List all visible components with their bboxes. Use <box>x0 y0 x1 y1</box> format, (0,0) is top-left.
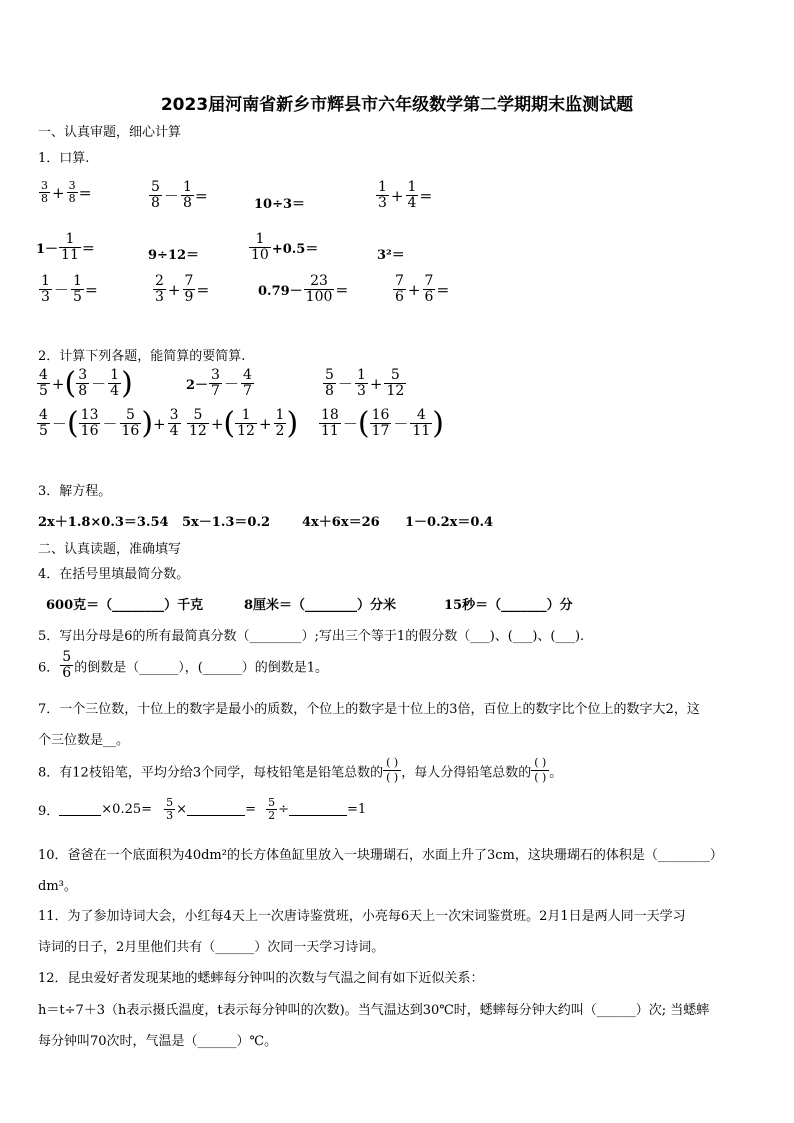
question-5: 5．写出分母是6的所有最简真分数（________）;写出三个等于1的假分数（___)、(___)、(___). <box>38 629 585 644</box>
section-heading-1: 一、认真审题，细心计算 <box>38 125 182 140</box>
fill-item-2: 8厘米＝（________）分米 <box>244 598 397 613</box>
equation-1: 2x＋1.8×0.3＝3.54 <box>38 515 169 530</box>
question-3-label: 3．解方程。 <box>38 484 112 499</box>
question-8: 8．有12枝铅笔，平均分给3个同学，每枝铅笔是铅笔总数的 ( ) ( ) ，每人分得铅笔总数的 ( ) ( ) 。 <box>38 756 563 785</box>
calc-expr-6: $\frac{18}{11}$ －( $\frac{16}{17}$ － $\frac{4}{11}$ ) <box>321 405 444 441</box>
page-title: 2023届河南省新乡市辉县市六年级数学第二学期期末监测试题 <box>160 95 634 115</box>
question-11-line-1: 11．为了参加诗词大会，小红每4天上一次唐诗鉴赏班，小亮每6天上一次宋词鉴赏班。2月1日是两人同一天学习 <box>38 909 686 924</box>
question-6: 6． $\frac{5}{6}$ 的倒数是（______），(______）的倒数是1。 <box>38 649 329 682</box>
oral-calc-1: $\frac{3}{8}$ + $\frac{3}{8}$ ＝ <box>41 179 92 206</box>
oral-calc-6: 9÷12＝ <box>148 248 200 263</box>
calc-expr-2: 2－ $\frac{3}{7}$ － $\frac{4}{7}$ <box>186 367 252 400</box>
oral-calc-12: $\frac{7}{6}$ + $\frac{7}{6}$ ＝ <box>395 273 450 306</box>
section-heading-2: 二、认真读题，准确填写 <box>38 542 182 557</box>
question-12-line-2: h＝t÷7＋3（h表示摄氏温度，t表示每分钟叫的次数)。当气温达到30℃时，蟋蟀每分钟大约叫（______）次; 当蟋蟀 <box>38 1003 710 1018</box>
oral-calc-2: $\frac{5}{8}$ － $\frac{1}{8}$ ＝ <box>151 179 208 212</box>
calc-expr-1: $\frac{4}{5}$ +( $\frac{3}{8}$ － $\frac{1}{4}$ ) <box>39 365 133 401</box>
equation-2: 5x－1.3＝0.2 <box>182 515 271 530</box>
question-1-label: 1．口算. <box>38 151 90 166</box>
question-9: 9． ×0.25= $\frac{5}{3}$ × = $\frac{5}{2}$ ÷ =1 <box>38 796 367 823</box>
question-12-line-3: 每分钟叫70次时，气温是（______）℃。 <box>38 1034 278 1049</box>
calc-expr-4: $\frac{4}{5}$ －( $\frac{13}{16}$ － $\frac{5}{16}$ )+ $\frac{3}{4}$ <box>39 405 179 441</box>
equation-3: 4x＋6x＝26 <box>302 515 380 530</box>
question-4-label: 4．在括号里填最简分数。 <box>38 567 190 582</box>
oral-calc-8: 3²＝ <box>377 248 405 263</box>
equation-4: 1－0.2x＝0.4 <box>405 515 494 530</box>
oral-calc-9: $\frac{1}{3}$ － $\frac{1}{5}$ ＝ <box>41 273 98 306</box>
fill-item-1: 600克＝（________）千克 <box>46 598 204 613</box>
oral-calc-3: 10÷3＝ <box>254 197 306 212</box>
question-7-line-2: 个三位数是__。 <box>38 733 130 748</box>
oral-calc-11: 0.79－ $\frac{23}{100}$ ＝ <box>258 273 349 306</box>
oral-calc-4: $\frac{1}{3}$ + $\frac{1}{4}$ ＝ <box>378 179 433 212</box>
oral-calc-10: $\frac{2}{3}$ + $\frac{7}{9}$ ＝ <box>155 273 210 306</box>
question-12-line-1: 12．昆虫爱好者发现某地的蟋蟀每分钟叫的次数与气温之间有如下近似关系： <box>38 971 484 986</box>
oral-calc-5: 1－ $\frac{1}{11}$ ＝ <box>36 231 95 264</box>
fill-item-3: 15秒＝（_______）分 <box>444 598 573 613</box>
calc-expr-5: $\frac{5}{12}$ +( $\frac{1}{12}$ + $\frac{1}{2}$ ) <box>189 405 299 441</box>
calc-expr-3: $\frac{5}{8}$ － $\frac{1}{3}$ + $\frac{5}{12}$ <box>325 367 405 400</box>
question-10-line-1: 10．爸爸在一个底面积为40dm²的长方体鱼缸里放入一块珊瑚石，水面上升了3cm，这块珊瑚石的体积是（________） <box>38 848 723 863</box>
question-10-line-2: dm³。 <box>38 879 77 894</box>
oral-calc-7: $\frac{1}{10}$ +0.5＝ <box>251 231 319 264</box>
question-7-line-1: 7．一个三位数，十位上的数字是最小的质数，个位上的数字是十位上的3倍，百位上的数字比个位上的数字大2，这 <box>38 702 700 717</box>
question-11-line-2: 诗词的日子，2月里他们共有（______）次同一天学习诗词。 <box>38 940 385 955</box>
question-2-label: 2．计算下列各题，能简算的要简算. <box>38 349 246 364</box>
